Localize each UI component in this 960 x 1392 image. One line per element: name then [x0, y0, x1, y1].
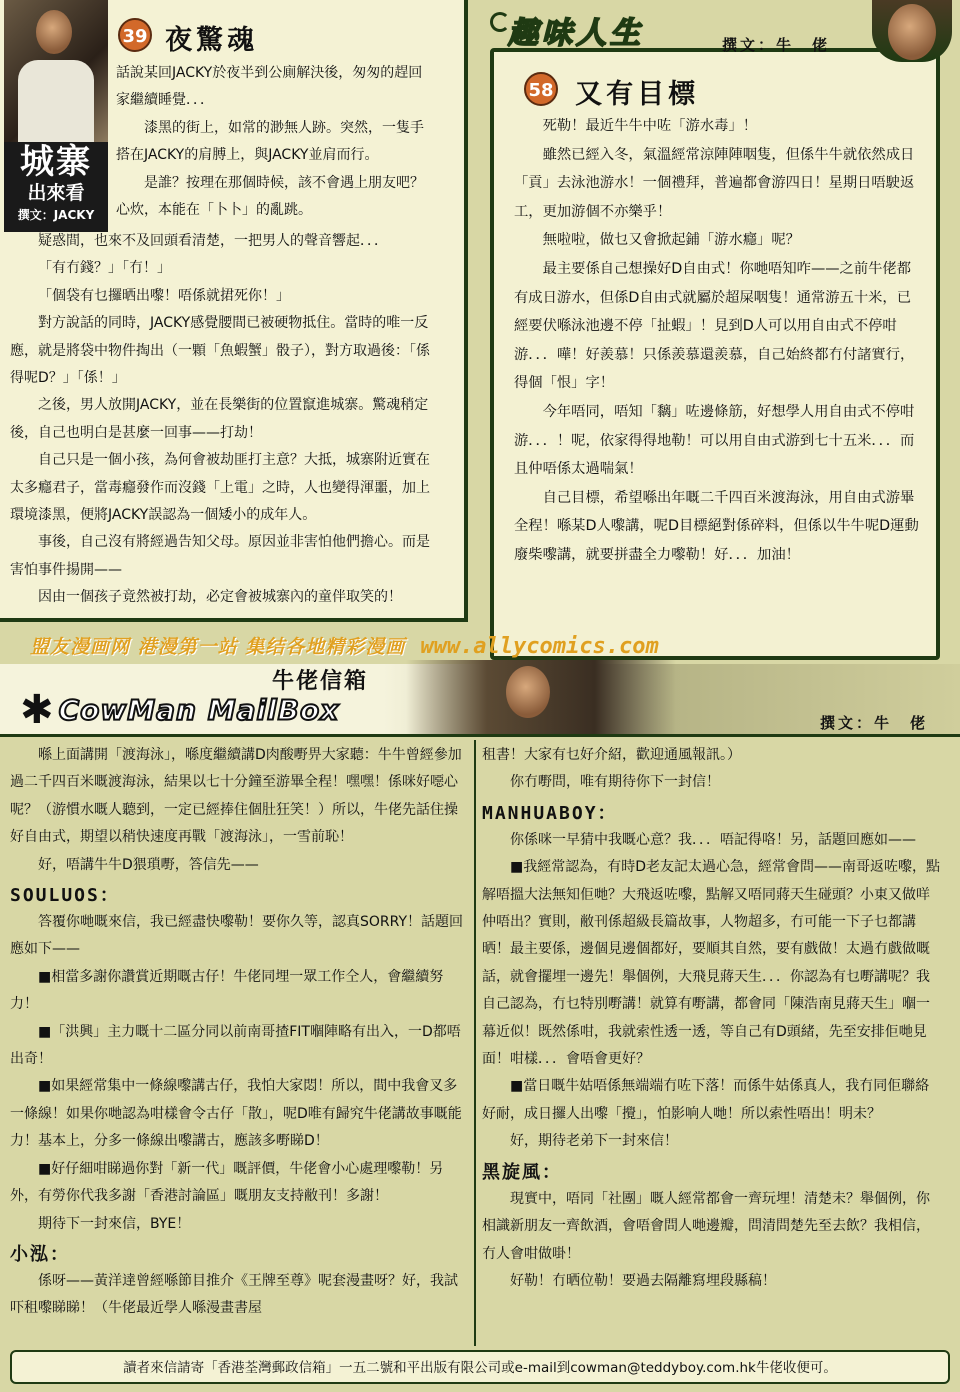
article-number-badge: 58 — [524, 72, 558, 106]
swirl-decoration — [490, 12, 510, 32]
article-paragraph: 今年唔同，唔知「黐」咗邊條筋，好想學人用自由式不停咁游．．．！呢，依家得得地勒！可以用自由式游到七十五米．．．而且仲唔係太過喘氣！ — [514, 403, 915, 478]
letter-sender: 小泓： — [10, 1243, 70, 1265]
letter-paragraph: ■好仔細咁睇過你對「新一代」嘅評價，牛佬會小心處理嚟勒！另外，有勞你代我多謝「香港討論區」嘅朋友支持敝刊！多謝！ — [10, 1160, 444, 1205]
letter-paragraph: 答覆你哋嘅來信，我已經盡快嚟勒！要你久等，認真SORRY！話題回應如下—— — [10, 914, 464, 958]
left-article-body — [116, 60, 434, 224]
column-logo: 趣味人生 — [508, 16, 644, 51]
left-article-body-wide — [10, 228, 434, 612]
column-subtitle: 出來看 — [27, 182, 85, 204]
letter-sender: SOULUOS： — [10, 885, 120, 907]
article-paragraph: 對方說話的同時，JACKY感覺腰間已被硬物抵住。當時的唯一反應，就是將袋中物件掏出（一顆「魚蝦蟹」骰子），對方取過後：「係得呢D？」「係！」 — [10, 315, 430, 387]
mailbox-intro: 喺上面講開「渡海泳」，喺度繼續講D肉酸嘢畀大家聽：牛牛曾經參加過二千四百米嘅渡海泳，結果以七十分鐘至游畢全程！嘿嘿！係咪好噁心呢？（游慣水嘅人聽到，一定已經捧住個肚狂笑！）所以，牛佬先話住操好自由式，期望以稍快速度再戰「渡海泳」，一雪前恥！ — [10, 747, 462, 846]
letter-paragraph: ■如果經常集中一條線嚟講古仔，我怕大家悶！所以，間中我會叉多一條線！如果你哋認為咁樣會令古仔「散」，呢D唯有歸究牛佬講故事嘅能力！基本上，分多一條線出嚟講古，應該多嘢睇D！ — [10, 1078, 462, 1150]
letter-sender: MANHUABOY： — [482, 802, 618, 824]
column-name: 城寨 — [20, 142, 92, 182]
asterisk-icon: ✱ — [20, 687, 54, 733]
letter-paragraph: 你冇嘢問，唯有期待你下一封信！ — [510, 774, 720, 791]
letter-sender: 黑旋風： — [482, 1161, 562, 1183]
article-paragraph: 自己只是一個小孩，為何會被劫匪打主意？大抵，城寨附近實在太多癮君子，當毒癮發作而沒錢「上電」之時，人也變得渾噩，加上環境漆黑，便將JACKY誤認為一個矮小的成年人。 — [10, 452, 430, 524]
letter-paragraph: 係呀——黃洋達曾經喺節目推介《王牌至尊》呢套漫畫呀？好，我試吓租嚟睇睇！（牛佬最近學人喺漫畫書屋 — [10, 1272, 458, 1317]
article-paragraph: 是誰？按理在那個時候，該不會遇上朋友吧？心炊，本能在「卜卜」的亂跳。 — [116, 174, 424, 219]
mailbox-left-column — [10, 742, 464, 1323]
article-paragraph: 死勒！最近牛牛中咗「游水毒」！ — [542, 118, 758, 134]
right-byline: 撰文：牛 佬 — [722, 36, 831, 54]
letter-paragraph: ■相當多謝你讚賞近期嘅古仔！牛佬同埋一眾工作仝人，會繼續努力！ — [10, 968, 444, 1013]
article-paragraph: 自己目標，希望喺出年嘅二千四百米渡海泳，用自由式游畢全程！喺某D人嚟講，呢D目標絕對係碎料，但係以牛牛呢D運動廢柴嚟講，就要拼盡全力嚟勒！好．．．加油！ — [514, 489, 919, 563]
article-paragraph: 漆黑的街上，如常的渺無人跡。突然，一隻手搭在JACKY的肩膊上，與JACKY並肩而行。 — [116, 119, 424, 164]
letter-paragraph: ■我經常認為，有時D老友記太過心急，經常會問——南哥返咗嚟，點解唔搵大法無知佢哋？大飛返咗嚟，點解又唔同蔣天生碰頭？小東又做咩仲唔出？實則，敝刊係超級長篇故事，人物超多，冇可能一下子乜都講晒！最主要係，邊個見邊個都好，要順其自然，要有戲做！太過冇戲做嘅話，就會擺埋一邊先！舉個例，大飛見蔣天生．．．你認為有乜嘢講呢？我自己認為，冇乜特別嘢講！就算有嘢講，都會同「陳浩南見蔣天生」嗰一幕近似！既然係咁，我就索性透一透，等自己有D頭緒，先至安排佢哋見面！咁樣．．．會唔會更好？ — [482, 859, 941, 1068]
site-name: 盟友漫画网 港漫第一站 集结各地精彩漫画 — [30, 636, 406, 658]
article-paragraph: 事後，自己沒有將經過告知父母。原因並非害怕他們擔心。而是害怕事件揚開—— — [10, 534, 430, 578]
right-article-body — [514, 112, 922, 570]
article-paragraph: 疑惑間，也來不及回頭看清楚，一把男人的聲音響起．．． — [38, 233, 388, 249]
site-banner — [30, 632, 930, 662]
header-rule — [0, 734, 960, 737]
article-paragraph: 最主要係自己想操好D自由式！你哋唔知咋——之前牛佬都有成日游水，但係D自由式就屬於超屎咽隻！通常游五十米，已經要伏喺泳池邊不停「扯蝦」！見到D人可以用自由式不停咁游．．．嘩！好羨慕！只係羨慕還羨慕，自己始終都冇付諸實行，得個「恨」字！ — [514, 260, 915, 392]
article-paragraph: 話說某回JACKY於夜半到公廁解決後，匆匆的趕回家繼續睡覺．．． — [116, 65, 423, 109]
letter-paragraph: 好勒！冇晒位勒！要過去隔離寫埋段縣稿！ — [510, 1272, 776, 1289]
article-paragraph: 雖然已經入冬，氣溫經常涼陣陣咽隻，但係牛牛就依然成日「貢」去泳池游水！一個禮拜，普遍都會游四日！星期日唔駛返工，更加游個不亦樂乎！ — [514, 146, 915, 220]
niulo-photo — [872, 0, 952, 62]
article-paragraph: 無啦啦，做乜又會掀起鋪「游水癮」呢？ — [542, 232, 800, 249]
letter-paragraph: ■當日嘅牛姑唔係無端端冇咗下落！而係牛姑係真人，我冇同佢聯絡好耐，成日攞人出嚟「攪」，怕影响人哋！所以索性唔出！明未？ — [482, 1078, 930, 1122]
article-paragraph: 「個袋有乜攞晒出嚟！唔係就捃死你！」 — [38, 287, 290, 304]
letter-paragraph: 租書！大家有乜好介紹，歡迎通風報訊。） — [482, 747, 741, 763]
letter-paragraph: 你係咪一早猜中我嘅心意？我．．．唔記得咯！另，話題回應如—— — [510, 831, 916, 848]
column-name-block — [4, 142, 108, 232]
site-url: www.allycomics.com — [420, 634, 659, 659]
jacky-photo — [4, 0, 108, 142]
article-paragraph: 因由一個孩子竟然被打劫，必定會被城寨內的童伴取笑的！ — [38, 589, 402, 606]
article-paragraph: 「有冇錢？」「冇！」 — [38, 260, 171, 277]
article-paragraph: 之後，男人放開JACKY，並在長樂街的位置竄進城寨。驚魂稍定後，自己也明白是甚麼一回事——打劫！ — [10, 397, 429, 441]
mailbox-title-cn: 牛佬信箱 — [272, 669, 369, 694]
mailbox-byline: 撰文：牛 佬 — [820, 714, 929, 732]
mailbox-title-block — [20, 687, 340, 733]
footer-address: 讀者來信請寄「香港荃灣郵政信箱」一五二號和平出版有限公司或e-mail到cowman@teddyboy.com.hk牛佬收便可。 — [123, 1360, 837, 1376]
left-article-title: 夜驚魂 — [165, 25, 259, 56]
mailbox-intro: 好，唔講牛牛D猥瑣嘢，答信先—— — [38, 856, 259, 873]
mailbox-right-column — [482, 742, 940, 1295]
mailbox-title-en: CowMan MailBox — [58, 693, 340, 727]
right-title-row — [524, 72, 699, 112]
footer-bar — [10, 1350, 950, 1384]
article-number-badge: 39 — [118, 18, 152, 52]
left-byline: 撰文：JACKY — [17, 208, 95, 222]
right-article-title: 又有目標 — [575, 79, 700, 110]
letter-paragraph: 期待下一封來信，BYE！ — [38, 1215, 191, 1232]
left-title-row — [118, 18, 258, 58]
letter-paragraph: ■「洪興」主力嘅十二區分同以前南哥揸FIT嗰陣略有出入，一D都唔出奇！ — [10, 1023, 461, 1068]
letter-paragraph: 現實中，唔同「社團」嘅人經常都會一齊玩埋！清楚未？舉個例，你相識新朋友一齊飲酒，會唔會問人哋邊瓣，問清問楚先至去飲？我相信，冇人會咁做啩！ — [482, 1190, 930, 1262]
letter-paragraph: 好，期待老弟下一封來信！ — [510, 1133, 678, 1150]
mailbox-photo — [406, 660, 676, 736]
